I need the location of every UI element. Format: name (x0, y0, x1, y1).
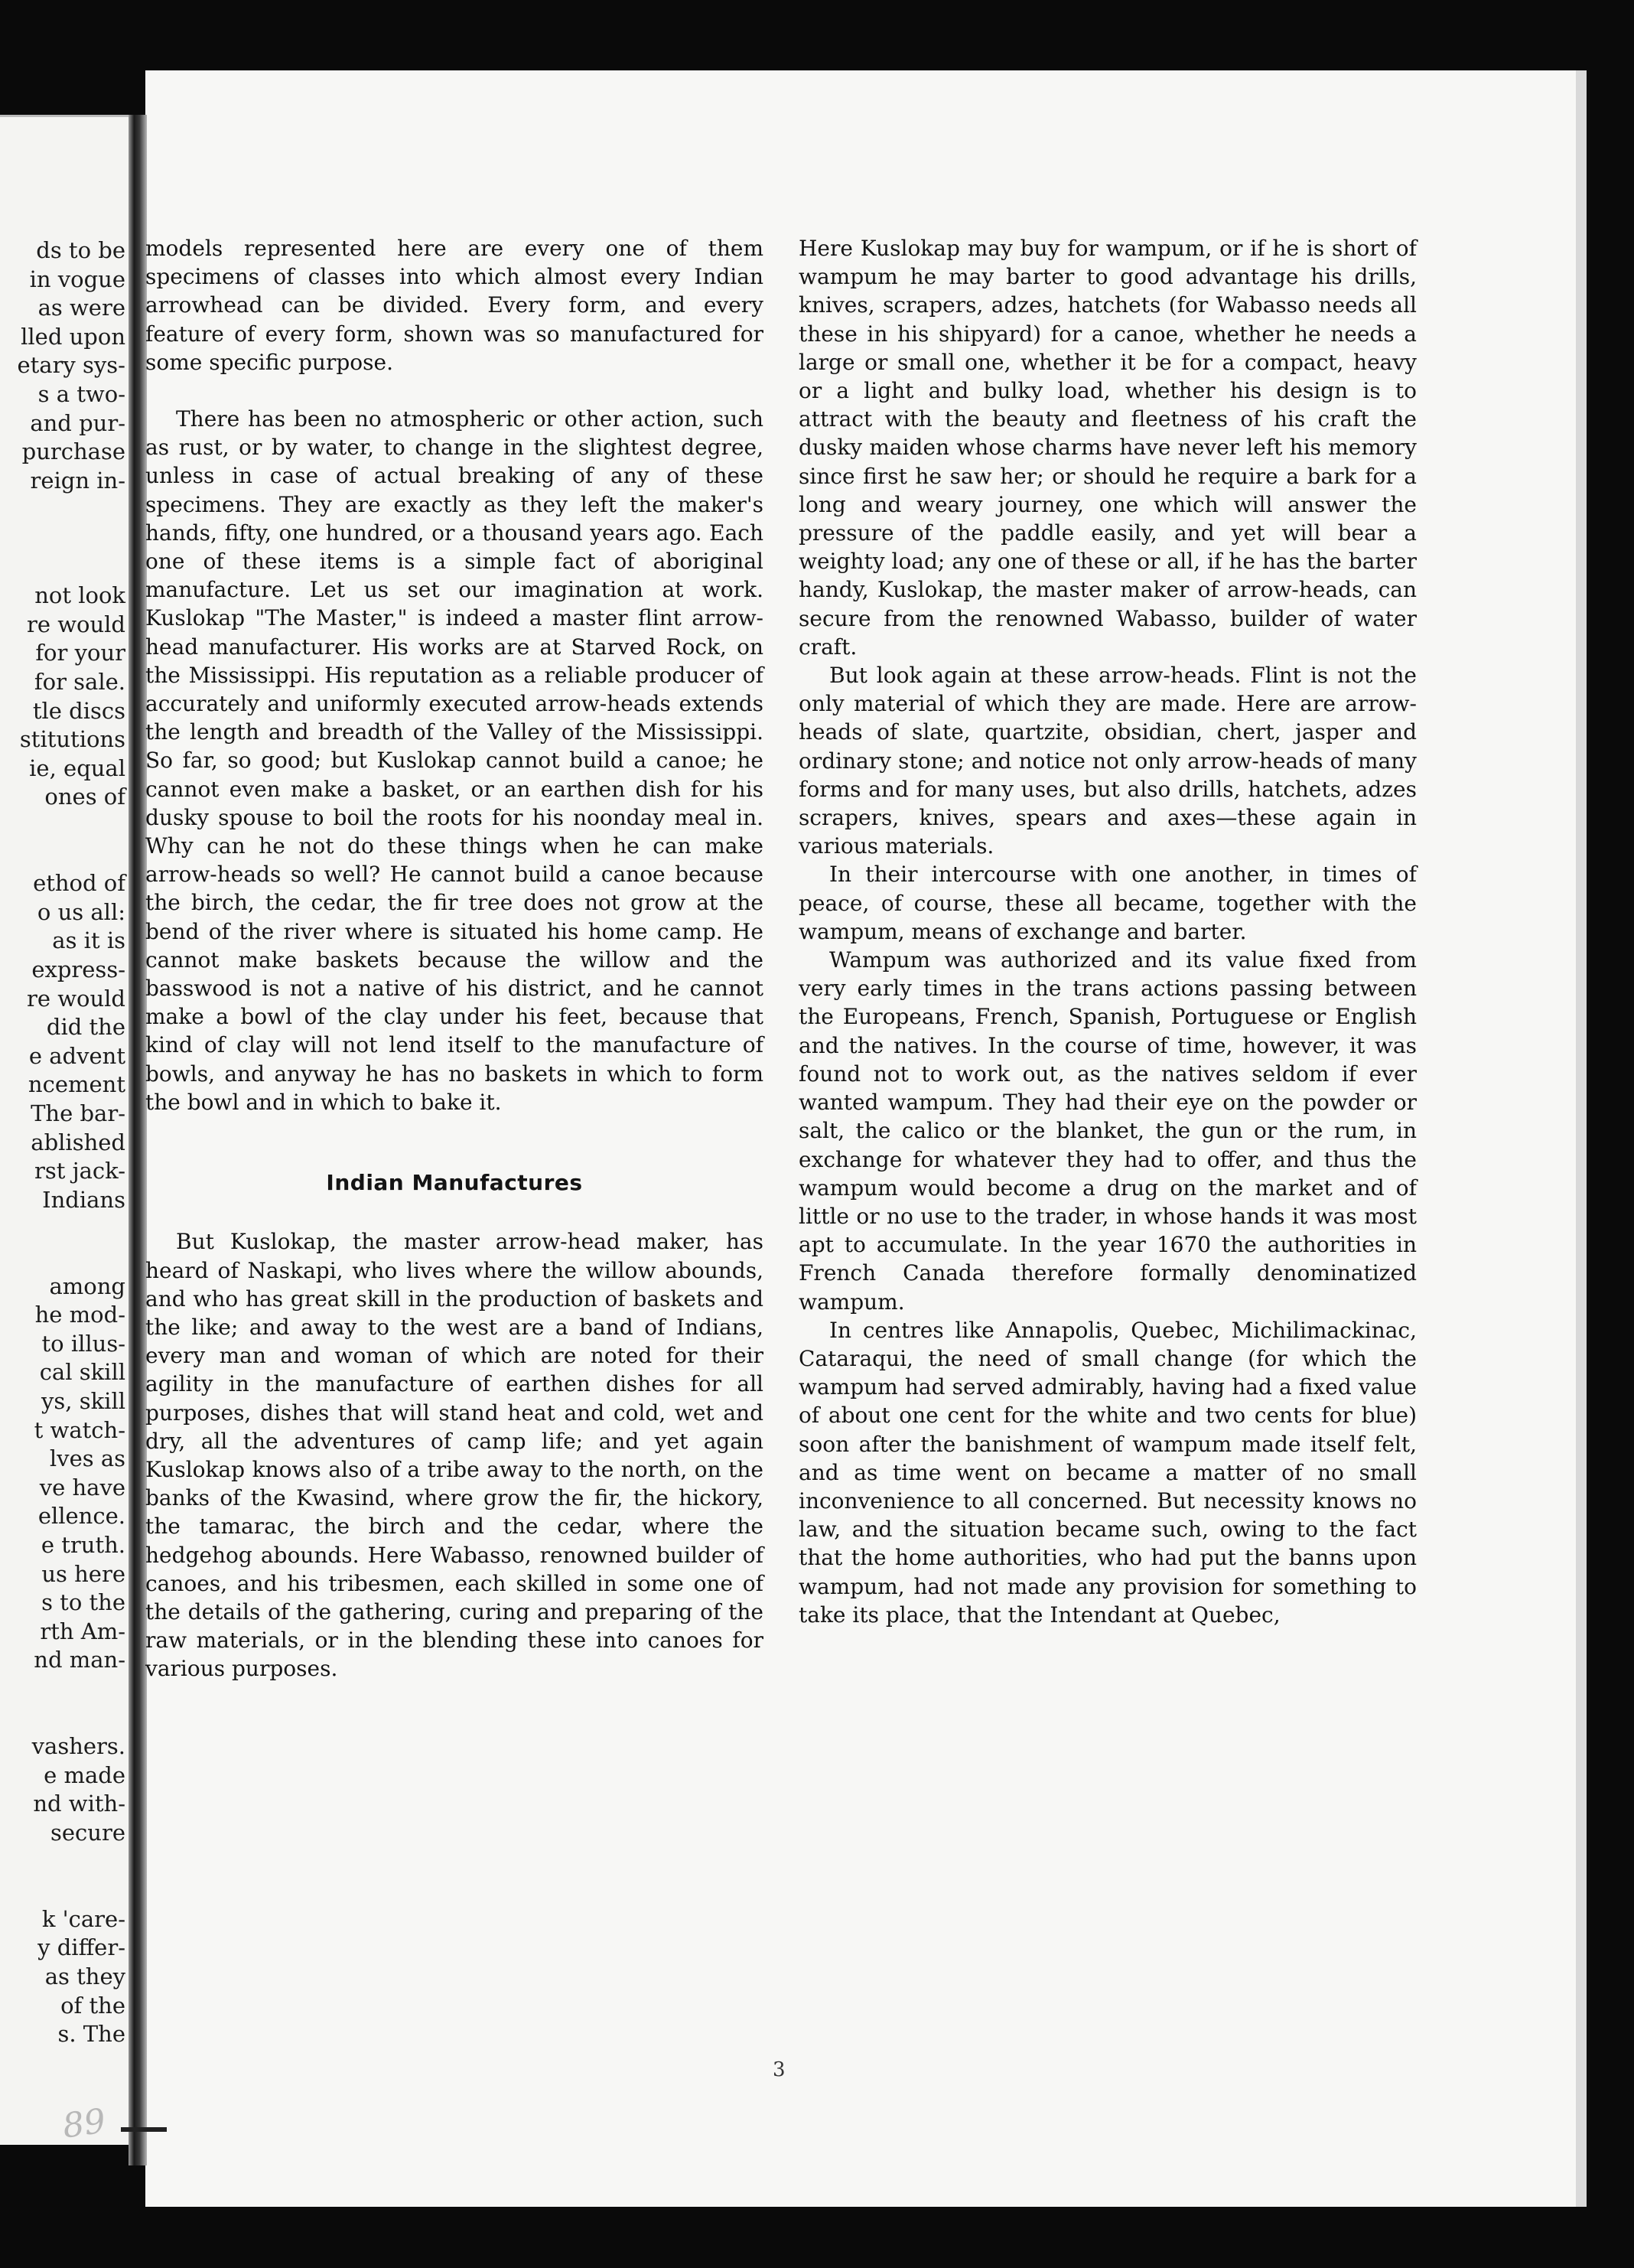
left-page-text-fragment: express- (31, 956, 125, 982)
left-page-text-fragment: The bar- (31, 1100, 125, 1126)
left-page-text-fragment: ncement (28, 1071, 125, 1098)
left-page-text-fragment: ve have (39, 1474, 125, 1501)
page-number: 3 (773, 2058, 786, 2081)
left-page-text-fragment: vashers. (31, 1733, 125, 1760)
left-page-text-fragment: of the (60, 1992, 125, 2019)
left-page-text-fragment: ds to be (36, 237, 125, 263)
left-page-text-fragment: rst jack- (34, 1158, 125, 1185)
left-page-text-fragment: rth Am- (40, 1618, 125, 1644)
paragraph: Wampum was authorized and its value fixed from very early times in the trans actions passing between the Europeans, French, Spanish, Portuguese or English and the natives. In the course of time, however, it was found not to work out, as the natives seldom if ever wanted wampum. They had their eye on the powder or salt, the calico or the blanket, the gun or the rum, in exchange for whatever they had to offer, and thus the wampum would become a drug on the market and of little or no use to the trader, in whose hands it was most apt to accumulate. In the year 1670 the authorities in French Canada therefore formally denominatized wampum. (799, 947, 1417, 1315)
left-page-text-fragment: t watch- (34, 1416, 125, 1443)
section-heading: Indian Manufactures (326, 1170, 583, 1196)
paragraph: Here Kuslokap may buy for wampum, or if he is short of wampum he may barter to good advantage his drills, knives, scrapers, adzes, hatchets (for Wabasso needs all these in his shipyard) for a canoe, whether he needs a large or small one, whether it be for a compact, heavy or a light and bulky load, whether his design is to attract with the beauty and fleetness of his craft the dusky maiden whose charms have never left his memory since first he saw her; or should he require a bark for a long and weary journey, one which will answer the pressure of the paddle easily, and yet will bear a weighty load; any one of these or all, if he has the barter handy, Kuslokap, the master maker of arrow-heads, can secure from the renowned Wabasso, builder of water craft. (799, 236, 1417, 660)
paragraph: But Kuslokap, the master arrow-head maker, has heard of Naskapi, who lives where the willow abounds, and who has great skill in the production of baskets and the like; and away to the west are a band of Indians, every man and woman of which are noted for their agility in the manufacture of earthen dishes for all purposes, dishes that will stand heat and cold, wet and dry, all the adventures of camp life; and yet again Kuslokap knows also of a tribe away to the north, on the banks of the Kwasind, where grow the fir, the hickory, the tamarac, the birch and the cedar, where the hedgehog abounds. Here Wabasso, renowned builder of canoes, and his tribesmen, each skilled in some one of the details of the gathering, curing and preparing of the raw materials, or in the blending these into canoes for various purposes. (145, 1229, 763, 1682)
left-page-text-fragment: e made (44, 1761, 125, 1788)
left-page-text-fragment: e advent (28, 1042, 125, 1069)
left-page-text-fragment: etary sys- (17, 352, 125, 379)
left-page-text-fragment: as were (37, 295, 125, 321)
left-page-text-fragment: re would (26, 611, 125, 637)
left-page-text-fragment: as they (44, 1963, 125, 1989)
left-page-text-fragment: s a two- (37, 381, 125, 407)
left-page-text-fragment: ys, skill (41, 1388, 125, 1414)
left-page-text-fragment: ablished (31, 1129, 125, 1155)
left-page-text-fragment: among (49, 1272, 125, 1299)
text-column-right (799, 234, 1417, 1629)
left-page-text-fragment: y differ- (37, 1934, 125, 1961)
left-page-text-fragment: s. The (57, 2021, 125, 2048)
margin-pencil-mark: 89 (60, 2101, 109, 2146)
left-page-text-fragment: reign in- (30, 467, 125, 494)
left-page-text-fragment: us here (41, 1560, 125, 1587)
text-column-left (145, 234, 763, 1683)
left-page-text-fragment: re would (26, 985, 125, 1012)
left-page-text-fragment: tle discs (32, 697, 125, 724)
left-page-edge (0, 115, 136, 2145)
left-page-text-fragment: nd man- (34, 1647, 125, 1673)
page-gutter (129, 115, 147, 2165)
paragraph: In centres like Annapolis, Quebec, Michilimackinac, Cataraqui, the need of small change (for which the wampum had served admirably, having had a fixed value of about one cent for the white and two cents for blue) soon after the banishment of wampum made itself felt, and as time went on became a matter of no small inconvenience to all concerned. But necessity knows no law, and the situation became such, owing to the fact that the home authorities, who had put the banns upon wampum, had not made any provision for something to take its place, that the Intendant at Quebec, (799, 1317, 1417, 1628)
left-page-text-fragment: cal skill (39, 1359, 125, 1386)
paragraph: There has been no atmospheric or other action, such as rust, or by water, to change in the slightest degree, unless in case of actual breaking of any of these specimens. They are exactly as they left the maker's hands, fifty, one hundred, or a thousand years ago. Each one of these items is a simple fact of aboriginal manufacture. Let us set our imagination at work. Kuslokap "The Master," is indeed a master flint arrow-head manufacturer. His works are at Starved Rock, on the Mississippi. His reputation as a reliable producer of accurately and uniformly executed arrow-heads extends the length and breadth of the Valley of the Mississippi. So far, so good; but Kuslokap cannot build a canoe; he cannot even make a basket, or an earthen dish for his dusky spouse to boil the roots for his noonday meal in. Why can he not do these things when he can make arrow-heads so well? He cannot build a canoe because the birch, the cedar, the fir tree does not grow at the bend of the river where is situated his home camp. He cannot make baskets because the willow and the basswood is not a native of his district, and he cannot make a bowl of the clay under his feet, because that kind of clay will not lend itself to the manufacture of bowls, and anyway he has no baskets in which to form the bowl and in which to bake it. (145, 406, 763, 1115)
left-page-text-fragment: as it is (52, 927, 125, 954)
left-page-text-fragment: ethod of (33, 870, 125, 897)
paragraph: But look again at these arrow-heads. Flint is not the only material of which they are made. Here are arrow-heads of slate, quartzite, obsidian, chert, jasper and ordinary stone; and notice not only arrow-heads of many forms and for many uses, but also drills, hatchets, adzes scrapers, knives, spears and axes—these again in various materials. (799, 663, 1417, 859)
left-page-text-fragment: Indians (42, 1186, 125, 1213)
left-page-text-fragment: did the (46, 1014, 125, 1041)
left-page-text-fragment: lves as (49, 1445, 125, 1472)
left-page-text-fragment: s to the (41, 1589, 125, 1616)
left-page-text-fragment: purchase (21, 438, 125, 465)
left-page-text-fragment: k 'care- (41, 1905, 125, 1932)
left-page-text-fragment: to illus- (41, 1330, 125, 1357)
left-page-text-fragment: ones of (44, 784, 125, 810)
left-page-text-fragment: stitutions (19, 726, 125, 753)
left-page-text-fragment: ellence. (37, 1503, 125, 1530)
left-page-text-fragment: e truth. (41, 1532, 125, 1558)
left-page-text-fragment: ie, equal (29, 754, 125, 781)
left-page-text-fragment: in vogue (29, 266, 125, 292)
left-page-text-fragment: secure (50, 1820, 125, 1846)
left-page-text-fragment: and pur- (30, 409, 125, 436)
left-page-text-fragment: lled upon (21, 323, 125, 350)
paragraph: In their intercourse with one another, in times of peace, of course, these all became, together with the wampum, means of exchange and barter. (799, 862, 1417, 944)
gutter-mark (121, 2127, 167, 2132)
left-page-text-fragment: not look (34, 582, 125, 609)
left-page-text-fragment: o us all: (37, 898, 125, 925)
left-page-text-fragment: for your (35, 640, 125, 666)
left-page-text-fragment: nd with- (33, 1791, 125, 1817)
paragraph: models represented here are every one of them specimens of classes into which almost every Indian arrowhead can be divided. Every form, and every feature of every form, shown was so manufactured for some specific purpose. (145, 236, 763, 375)
left-page-text-fragment: he mod- (34, 1302, 125, 1328)
left-page-text-fragment: for sale. (34, 669, 125, 695)
